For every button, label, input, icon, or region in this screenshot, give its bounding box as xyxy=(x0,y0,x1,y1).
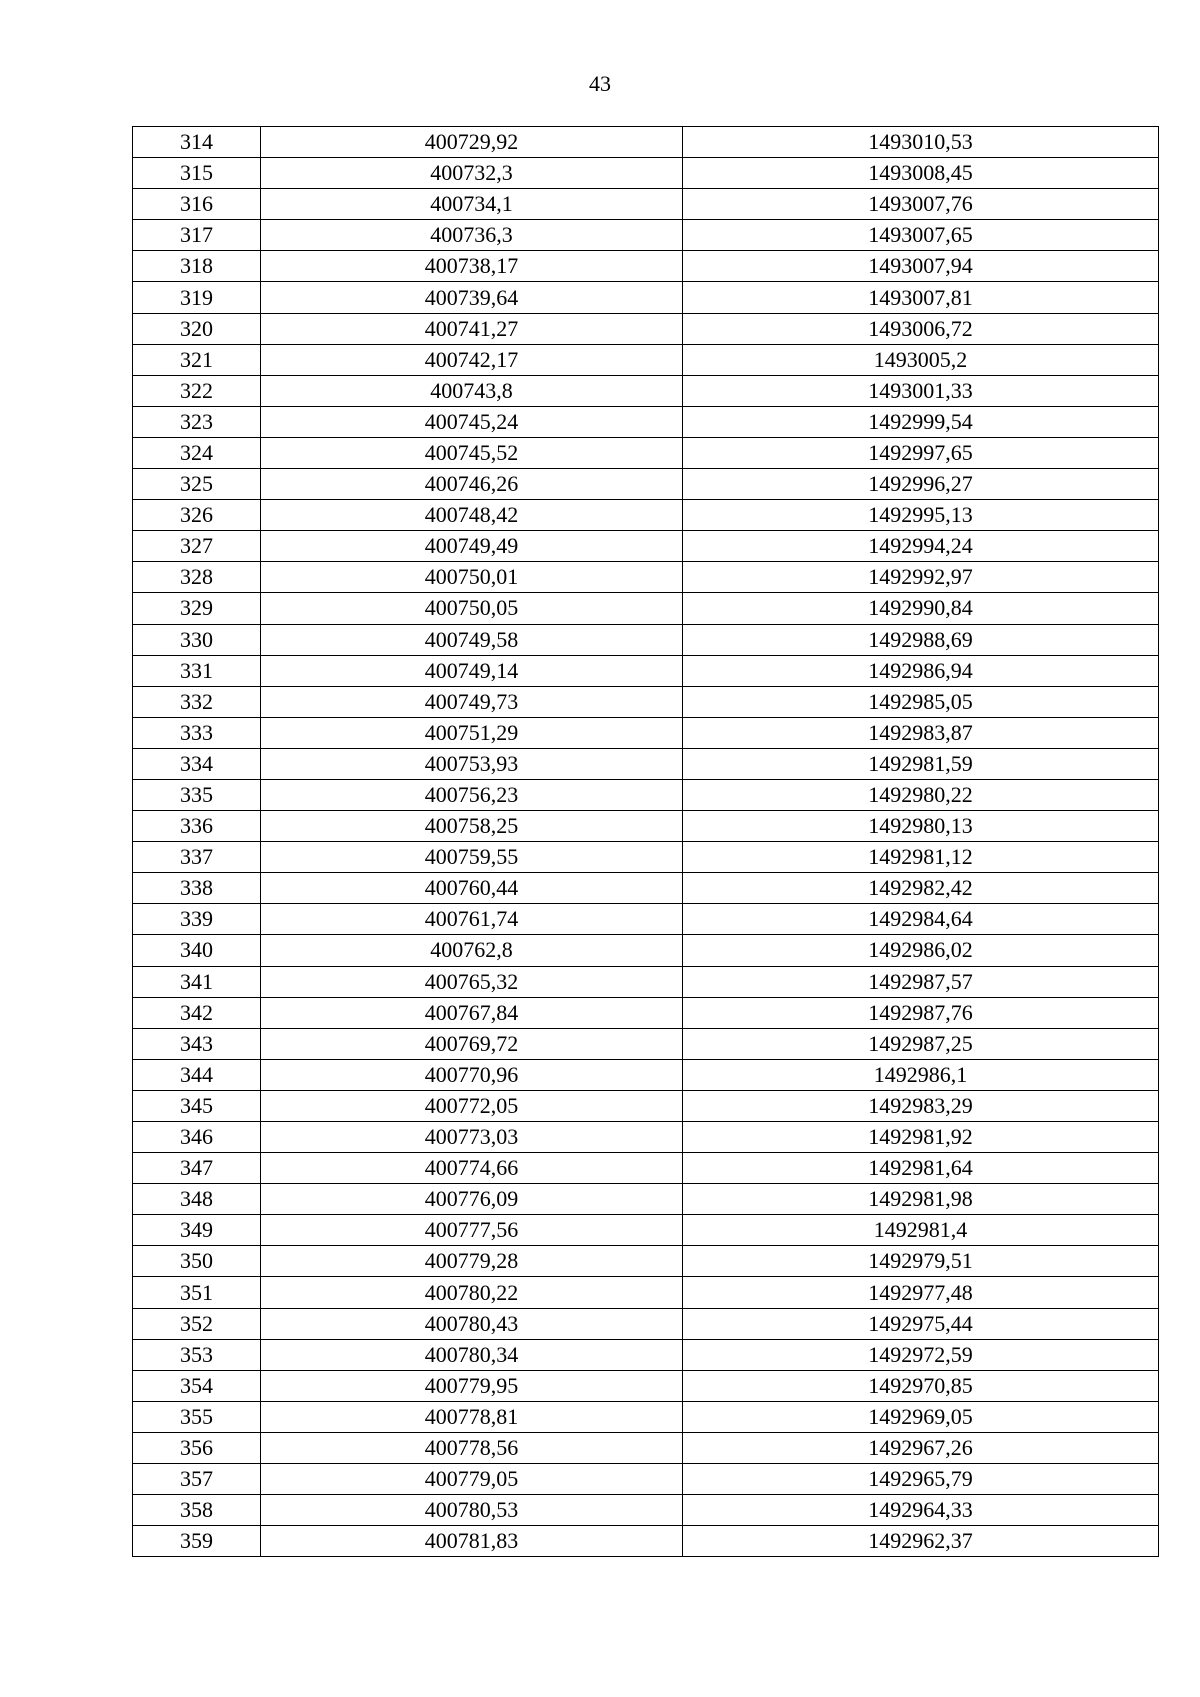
table-row xyxy=(133,375,1159,406)
x-coordinate-cell: 400745,24 xyxy=(261,406,683,437)
y-coordinate-cell: 1492986,1 xyxy=(683,1059,1159,1090)
table-row xyxy=(133,748,1159,779)
point-number-cell: 337 xyxy=(133,842,261,873)
x-coordinate-cell: 400741,27 xyxy=(261,313,683,344)
x-coordinate-cell: 400734,1 xyxy=(261,189,683,220)
x-coordinate-cell: 400729,92 xyxy=(261,127,683,158)
y-coordinate-cell: 1492972,59 xyxy=(683,1339,1159,1370)
point-number-cell: 356 xyxy=(133,1432,261,1463)
point-number-cell: 357 xyxy=(133,1464,261,1495)
table-row xyxy=(133,1495,1159,1526)
point-number-cell: 322 xyxy=(133,375,261,406)
x-coordinate-cell: 400779,95 xyxy=(261,1370,683,1401)
point-number-cell: 336 xyxy=(133,811,261,842)
y-coordinate-cell: 1492994,24 xyxy=(683,531,1159,562)
point-number-cell: 314 xyxy=(133,127,261,158)
table-row xyxy=(133,158,1159,189)
x-coordinate-cell: 400758,25 xyxy=(261,811,683,842)
page-number: 43 xyxy=(589,71,611,96)
table-row xyxy=(133,189,1159,220)
table-row xyxy=(133,406,1159,437)
table-row xyxy=(133,873,1159,904)
point-number-cell: 359 xyxy=(133,1526,261,1557)
y-coordinate-cell: 1492967,26 xyxy=(683,1432,1159,1463)
coordinates-table xyxy=(132,126,1159,1557)
y-coordinate-cell: 1492977,48 xyxy=(683,1277,1159,1308)
point-number-cell: 340 xyxy=(133,935,261,966)
x-coordinate-cell: 400743,8 xyxy=(261,375,683,406)
x-coordinate-cell: 400759,55 xyxy=(261,842,683,873)
x-coordinate-cell: 400778,81 xyxy=(261,1401,683,1432)
point-number-cell: 325 xyxy=(133,469,261,500)
x-coordinate-cell: 400770,96 xyxy=(261,1059,683,1090)
y-coordinate-cell: 1492981,59 xyxy=(683,748,1159,779)
y-coordinate-cell: 1493007,76 xyxy=(683,189,1159,220)
point-number-cell: 354 xyxy=(133,1370,261,1401)
table-row xyxy=(133,1526,1159,1557)
table-row xyxy=(133,1184,1159,1215)
y-coordinate-cell: 1493001,33 xyxy=(683,375,1159,406)
table-row xyxy=(133,1090,1159,1121)
table-row xyxy=(133,251,1159,282)
y-coordinate-cell: 1492983,87 xyxy=(683,717,1159,748)
y-coordinate-cell: 1492965,79 xyxy=(683,1464,1159,1495)
point-number-cell: 341 xyxy=(133,966,261,997)
y-coordinate-cell: 1492969,05 xyxy=(683,1401,1159,1432)
table-row xyxy=(133,593,1159,624)
y-coordinate-cell: 1492984,64 xyxy=(683,904,1159,935)
x-coordinate-cell: 400767,84 xyxy=(261,997,683,1028)
y-coordinate-cell: 1492970,85 xyxy=(683,1370,1159,1401)
table-row xyxy=(133,1370,1159,1401)
table-row xyxy=(133,997,1159,1028)
x-coordinate-cell: 400774,66 xyxy=(261,1153,683,1184)
y-coordinate-cell: 1492987,25 xyxy=(683,1028,1159,1059)
table-row xyxy=(133,1122,1159,1153)
point-number-cell: 331 xyxy=(133,655,261,686)
table-row xyxy=(133,1215,1159,1246)
table-row xyxy=(133,344,1159,375)
table-row xyxy=(133,686,1159,717)
x-coordinate-cell: 400780,22 xyxy=(261,1277,683,1308)
y-coordinate-cell: 1492997,65 xyxy=(683,437,1159,468)
x-coordinate-cell: 400749,73 xyxy=(261,686,683,717)
table-row xyxy=(133,1028,1159,1059)
x-coordinate-cell: 400738,17 xyxy=(261,251,683,282)
point-number-cell: 326 xyxy=(133,500,261,531)
table-row xyxy=(133,313,1159,344)
x-coordinate-cell: 400777,56 xyxy=(261,1215,683,1246)
table-row xyxy=(133,655,1159,686)
x-coordinate-cell: 400781,83 xyxy=(261,1526,683,1557)
table-row xyxy=(133,562,1159,593)
point-number-cell: 348 xyxy=(133,1184,261,1215)
x-coordinate-cell: 400772,05 xyxy=(261,1090,683,1121)
y-coordinate-cell: 1492980,13 xyxy=(683,811,1159,842)
point-number-cell: 351 xyxy=(133,1277,261,1308)
table-row xyxy=(133,717,1159,748)
point-number-cell: 320 xyxy=(133,313,261,344)
y-coordinate-cell: 1492980,22 xyxy=(683,779,1159,810)
x-coordinate-cell: 400732,3 xyxy=(261,158,683,189)
x-coordinate-cell: 400776,09 xyxy=(261,1184,683,1215)
point-number-cell: 343 xyxy=(133,1028,261,1059)
y-coordinate-cell: 1492964,33 xyxy=(683,1495,1159,1526)
point-number-cell: 344 xyxy=(133,1059,261,1090)
x-coordinate-cell: 400739,64 xyxy=(261,282,683,313)
point-number-cell: 315 xyxy=(133,158,261,189)
table-row xyxy=(133,531,1159,562)
point-number-cell: 335 xyxy=(133,779,261,810)
coordinates-table-body xyxy=(133,127,1159,1557)
y-coordinate-cell: 1492987,57 xyxy=(683,966,1159,997)
y-coordinate-cell: 1492981,4 xyxy=(683,1215,1159,1246)
x-coordinate-cell: 400750,05 xyxy=(261,593,683,624)
y-coordinate-cell: 1493010,53 xyxy=(683,127,1159,158)
table-row xyxy=(133,966,1159,997)
y-coordinate-cell: 1493007,65 xyxy=(683,220,1159,251)
point-number-cell: 346 xyxy=(133,1122,261,1153)
point-number-cell: 342 xyxy=(133,997,261,1028)
y-coordinate-cell: 1492981,64 xyxy=(683,1153,1159,1184)
point-number-cell: 349 xyxy=(133,1215,261,1246)
point-number-cell: 350 xyxy=(133,1246,261,1277)
table-row xyxy=(133,624,1159,655)
table-row xyxy=(133,904,1159,935)
x-coordinate-cell: 400756,23 xyxy=(261,779,683,810)
table-row xyxy=(133,935,1159,966)
point-number-cell: 339 xyxy=(133,904,261,935)
point-number-cell: 329 xyxy=(133,593,261,624)
x-coordinate-cell: 400749,49 xyxy=(261,531,683,562)
point-number-cell: 328 xyxy=(133,562,261,593)
y-coordinate-cell: 1492990,84 xyxy=(683,593,1159,624)
point-number-cell: 317 xyxy=(133,220,261,251)
point-number-cell: 319 xyxy=(133,282,261,313)
point-number-cell: 358 xyxy=(133,1495,261,1526)
table-row xyxy=(133,1246,1159,1277)
x-coordinate-cell: 400779,05 xyxy=(261,1464,683,1495)
y-coordinate-cell: 1493006,72 xyxy=(683,313,1159,344)
x-coordinate-cell: 400750,01 xyxy=(261,562,683,593)
point-number-cell: 316 xyxy=(133,189,261,220)
point-number-cell: 318 xyxy=(133,251,261,282)
x-coordinate-cell: 400751,29 xyxy=(261,717,683,748)
y-coordinate-cell: 1492986,94 xyxy=(683,655,1159,686)
y-coordinate-cell: 1492995,13 xyxy=(683,500,1159,531)
point-number-cell: 345 xyxy=(133,1090,261,1121)
table-row xyxy=(133,1277,1159,1308)
y-coordinate-cell: 1492987,76 xyxy=(683,997,1159,1028)
point-number-cell: 352 xyxy=(133,1308,261,1339)
point-number-cell: 338 xyxy=(133,873,261,904)
point-number-cell: 323 xyxy=(133,406,261,437)
x-coordinate-cell: 400749,58 xyxy=(261,624,683,655)
point-number-cell: 355 xyxy=(133,1401,261,1432)
table-row xyxy=(133,811,1159,842)
table-row xyxy=(133,779,1159,810)
point-number-cell: 347 xyxy=(133,1153,261,1184)
point-number-cell: 334 xyxy=(133,748,261,779)
x-coordinate-cell: 400762,8 xyxy=(261,935,683,966)
y-coordinate-cell: 1492975,44 xyxy=(683,1308,1159,1339)
table-row xyxy=(133,1153,1159,1184)
x-coordinate-cell: 400753,93 xyxy=(261,748,683,779)
y-coordinate-cell: 1492981,98 xyxy=(683,1184,1159,1215)
x-coordinate-cell: 400765,32 xyxy=(261,966,683,997)
y-coordinate-cell: 1492983,29 xyxy=(683,1090,1159,1121)
x-coordinate-cell: 400742,17 xyxy=(261,344,683,375)
x-coordinate-cell: 400745,52 xyxy=(261,437,683,468)
table-row xyxy=(133,500,1159,531)
y-coordinate-cell: 1492996,27 xyxy=(683,469,1159,500)
y-coordinate-cell: 1492986,02 xyxy=(683,935,1159,966)
y-coordinate-cell: 1492992,97 xyxy=(683,562,1159,593)
y-coordinate-cell: 1493008,45 xyxy=(683,158,1159,189)
y-coordinate-cell: 1492982,42 xyxy=(683,873,1159,904)
table-row xyxy=(133,1339,1159,1370)
table-row xyxy=(133,1401,1159,1432)
point-number-cell: 332 xyxy=(133,686,261,717)
table-row xyxy=(133,220,1159,251)
x-coordinate-cell: 400761,74 xyxy=(261,904,683,935)
point-number-cell: 333 xyxy=(133,717,261,748)
point-number-cell: 321 xyxy=(133,344,261,375)
table-row xyxy=(133,127,1159,158)
table-row xyxy=(133,1464,1159,1495)
y-coordinate-cell: 1492981,92 xyxy=(683,1122,1159,1153)
x-coordinate-cell: 400749,14 xyxy=(261,655,683,686)
x-coordinate-cell: 400780,34 xyxy=(261,1339,683,1370)
table-row xyxy=(133,1059,1159,1090)
x-coordinate-cell: 400780,43 xyxy=(261,1308,683,1339)
point-number-cell: 353 xyxy=(133,1339,261,1370)
y-coordinate-cell: 1492988,69 xyxy=(683,624,1159,655)
y-coordinate-cell: 1492979,51 xyxy=(683,1246,1159,1277)
y-coordinate-cell: 1492999,54 xyxy=(683,406,1159,437)
x-coordinate-cell: 400773,03 xyxy=(261,1122,683,1153)
point-number-cell: 330 xyxy=(133,624,261,655)
point-number-cell: 324 xyxy=(133,437,261,468)
x-coordinate-cell: 400778,56 xyxy=(261,1432,683,1463)
table-row xyxy=(133,1432,1159,1463)
point-number-cell: 327 xyxy=(133,531,261,562)
table-row xyxy=(133,469,1159,500)
x-coordinate-cell: 400780,53 xyxy=(261,1495,683,1526)
x-coordinate-cell: 400779,28 xyxy=(261,1246,683,1277)
y-coordinate-cell: 1493007,94 xyxy=(683,251,1159,282)
x-coordinate-cell: 400736,3 xyxy=(261,220,683,251)
y-coordinate-cell: 1492985,05 xyxy=(683,686,1159,717)
y-coordinate-cell: 1492962,37 xyxy=(683,1526,1159,1557)
x-coordinate-cell: 400769,72 xyxy=(261,1028,683,1059)
x-coordinate-cell: 400760,44 xyxy=(261,873,683,904)
y-coordinate-cell: 1493005,2 xyxy=(683,344,1159,375)
y-coordinate-cell: 1493007,81 xyxy=(683,282,1159,313)
table-row xyxy=(133,437,1159,468)
x-coordinate-cell: 400746,26 xyxy=(261,469,683,500)
table-row xyxy=(133,842,1159,873)
table-row xyxy=(133,282,1159,313)
table-row xyxy=(133,1308,1159,1339)
x-coordinate-cell: 400748,42 xyxy=(261,500,683,531)
y-coordinate-cell: 1492981,12 xyxy=(683,842,1159,873)
